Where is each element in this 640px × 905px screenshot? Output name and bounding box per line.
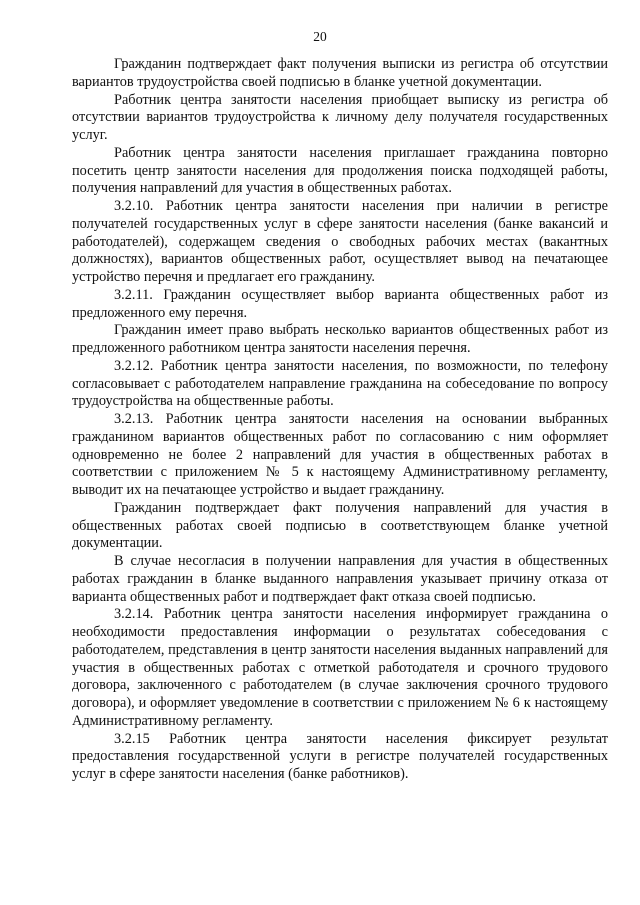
paragraph-signature-referrals: Гражданин подтверждает факт получения направлений для участия в общественных работах своей подписью в соответствующем бланке учетной документации. — [72, 499, 608, 552]
page-number: 20 — [313, 29, 327, 44]
paragraph-3-2-13: 3.2.13. Работник центра занятости населения на основании выбранных гражданином вариантов общественных работ по согласованию с ним оформляет одновременно не более 2 направлений для участия в общественных работах в соответствии с приложением № 5 к настоящему Административному регламенту, выводит их на печатающее устройство и выдает гражданину. — [72, 411, 608, 498]
paragraph-attach-extract: Работник центра занятости населения приобщает выписку из регистра об отсутствии вариантов трудоустройства к личному делу получателя государственных услуг. — [72, 91, 608, 143]
paragraph-choose-several: Гражданин имеет право выбрать несколько вариантов общественных работ из предложенного работником центра занятости населения перечня. — [72, 322, 608, 356]
paragraph-refusal: В случае несогласия в получении направления для участия в общественных работах гражданин в бланке выданного направления указывает причину отказа от варианта общественных работ и подтверждает факт отказа своей подписью. — [72, 553, 608, 605]
paragraph-3-2-10: 3.2.10. Работник центра занятости населения при наличии в регистре получателей государственных услуг в сфере занятости населения (банке вакансий и работодателей), содержащем сведения о свободных рабочих местах (вакантных должностях), вариантов общественных работ, осуществляет вывод на печатающее устройство перечня и предлагает его гражданину. — [72, 198, 608, 285]
document-body — [72, 56, 608, 784]
paragraph-3-2-14: 3.2.14. Работник центра занятости населения информирует гражданина о необходимости предоставления информации о результатах собеседования с работодателем, представления в центр занятости населения выданных направлений для участия в общественных работах с отметкой работодателя и срочного трудового договора, заключенного с работодателем (в случае заключения срочного трудового договора), и оформляет уведомление в соответствии с приложением № 6 к настоящему Административному регламенту. — [72, 606, 608, 729]
paragraph-3-2-15: 3.2.15 Работник центра занятости населения фиксирует результат предоставления государственной услуги в регистре получателей государственных услуг в сфере занятости населения (банке работников). — [72, 730, 608, 782]
paragraph-signature-extract: Гражданин подтверждает факт получения выписки из регистра об отсутствии вариантов трудоустройства своей подписью в бланке учетной документации. — [72, 56, 608, 90]
paragraph-3-2-11: 3.2.11. Гражданин осуществляет выбор варианта общественных работ из предложенного ему перечня. — [72, 286, 608, 321]
paragraph-3-2-12: 3.2.12. Работник центра занятости населения, по возможности, по телефону согласовывает с работодателем направление гражданина на собеседование по вопросу трудоустройства на общественные работы. — [72, 357, 608, 410]
paragraph-invite-again: Работник центра занятости населения приглашает гражданина повторно посетить центр занятости населения для продолжения поиска подходящей работы, получения направлений для участия в общественных работах. — [72, 144, 608, 197]
